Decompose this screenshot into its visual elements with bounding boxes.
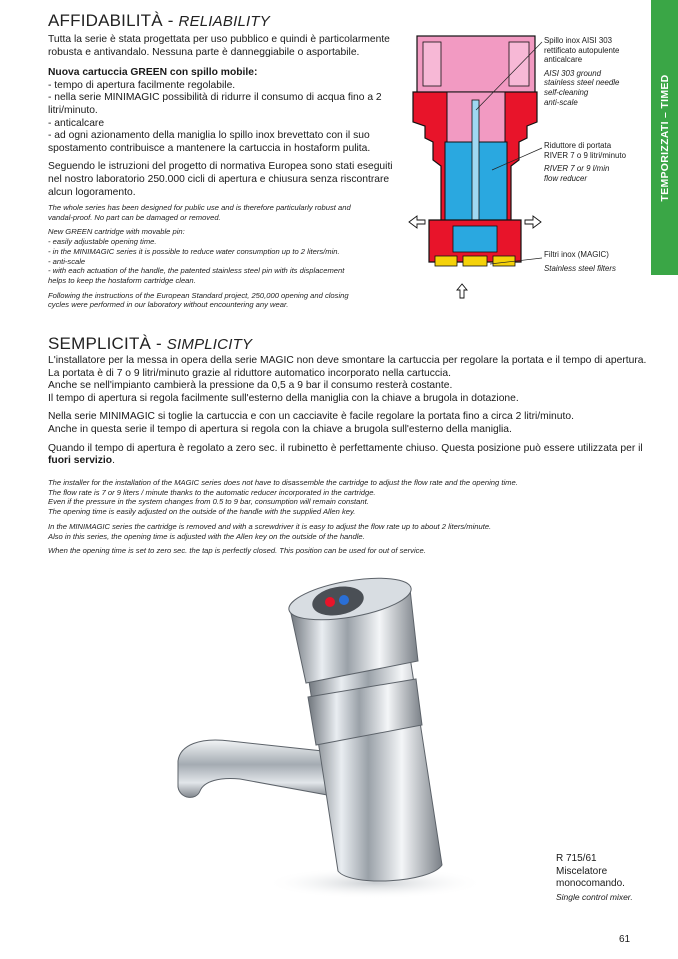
simplicity-title: SEMPLICITÀ - bbox=[48, 334, 167, 353]
simplicity-en-p3 bbox=[48, 546, 648, 556]
text-line: helps to keep the hostaform cartridge clean. bbox=[48, 275, 196, 285]
text-line: anti-scale bbox=[544, 97, 578, 107]
text-line: La portata è di 7 o 9 litri/minuto grazie al riduttore automatico incorporato nella cartuccia. bbox=[48, 367, 451, 379]
text-line: The installer for the installation of the MAGIC series does not have to disassemble the cartridge to adjust the flow rate and the opening time. bbox=[48, 478, 518, 487]
leader-line bbox=[490, 258, 542, 264]
text-line: robusta e antivandalo. Nessuna parte è danneggiabile o asportabile. bbox=[48, 46, 360, 58]
simplicity-heading bbox=[48, 334, 252, 354]
text-line: - tempo di apertura facilmente regolabile. bbox=[48, 79, 236, 91]
product-caption bbox=[556, 853, 656, 903]
text-line: Anche se nell'impianto cambierà la pressione da 0,5 a 9 bar il consumo resterà costante. bbox=[48, 380, 453, 392]
text-line: In the MINIMAGIC series the cartridge is removed and with a screwdriver it is easy to adjust the flow rate up to about 2 liters/minute. bbox=[48, 521, 492, 531]
text-line: vandal-proof. No part can be damaged or removed. bbox=[48, 212, 221, 222]
text-line: flow reducer bbox=[544, 173, 587, 183]
text-line: Quando il tempo di apertura è regolato a zero sec. il rubinetto è perfettamente chiuso. Questa posizione può essere utilizzata per il bbox=[48, 442, 643, 454]
text-line: Riduttore di portata bbox=[544, 141, 612, 150]
product-code: R 715/61 bbox=[556, 853, 597, 864]
text-line: Spillo inox AISI 303 bbox=[544, 36, 612, 45]
text-line: AISI 303 ground bbox=[544, 68, 602, 78]
simplicity-en-p2 bbox=[48, 522, 648, 541]
simplicity-p2 bbox=[48, 411, 648, 436]
text-line: spostamento contribuisce a mantenere la cartuccia in hostaform pulita. bbox=[48, 142, 371, 154]
text-line: Even if the pressure in the system changes from 0.5 to 9 bar, consumption will remain constant. bbox=[48, 497, 369, 507]
cartridge-heading: Nuova cartuccia GREEN con spillo mobile: bbox=[48, 67, 258, 79]
simplicity-p1 bbox=[48, 355, 648, 405]
text-line: - anti-scale bbox=[48, 256, 86, 266]
text-line: Following the instructions of the European Standard project, 250,000 opening and closing bbox=[48, 290, 349, 300]
text-line: stainless steel needle bbox=[544, 78, 620, 88]
reliability-en-p1 bbox=[48, 203, 398, 222]
text-line: Also in this series, the opening time is adjusted with the Allen key on the outside of the handle. bbox=[48, 531, 365, 541]
product-name: monocomando. bbox=[556, 878, 625, 889]
reliability-p2 bbox=[48, 67, 393, 155]
reliability-title: AFFIDABILITÀ - bbox=[48, 11, 179, 30]
page-number: 61 bbox=[619, 934, 631, 945]
reliability-body-en bbox=[48, 203, 398, 315]
text-line: - nella serie MINIMAGIC possibilità di ridurre il consumo di acqua fino a 2 bbox=[48, 92, 382, 104]
text-line: The whole series has been designed for public use and is therefore particularly robust and bbox=[48, 203, 351, 212]
simplicity-body-en bbox=[48, 478, 648, 561]
annotation-needle bbox=[544, 36, 644, 107]
annotation-filters bbox=[544, 250, 644, 273]
reliability-heading bbox=[48, 11, 270, 31]
text-line: litri/minuto. bbox=[48, 104, 98, 116]
reliability-p3 bbox=[48, 161, 393, 199]
text-line: RIVER 7 or 9 l/min bbox=[544, 164, 610, 174]
text-line: nel nostro laboratorio 250.000 cicli di apertura e chiusura senza riscontrare bbox=[48, 173, 390, 185]
reliability-p1 bbox=[48, 34, 393, 59]
text-line: L'installatore per la messa in opera della serie MAGIC non deve smontare la cartuccia per regolare la portata e il tempo di apertura. bbox=[48, 355, 647, 366]
product-name-en: Single control mixer. bbox=[556, 891, 633, 902]
text-line: When the opening time is set to zero sec. the tap is perfectly closed. This position can be used for out of service. bbox=[48, 546, 426, 556]
reliability-en-p2 bbox=[48, 227, 398, 285]
out-of-service-term: fuori servizio bbox=[48, 455, 113, 467]
simplicity-title-en: SIMPLICITY bbox=[166, 336, 253, 353]
text-line: New GREEN cartridge with movable pin: bbox=[48, 227, 185, 237]
reliability-body bbox=[48, 34, 393, 205]
text-line: Seguendo le istruzioni del progetto di normativa Europea sono stati eseguiti bbox=[48, 161, 393, 173]
inlet-arrow-icon bbox=[457, 284, 467, 298]
text-line: Il tempo di apertura si regola facilmente sull'esterno della maniglia con la chiave a brugola in dotazione. bbox=[48, 392, 519, 404]
text-line: - easily adjustable opening time. bbox=[48, 237, 157, 247]
text-line: Tutta la serie è stata progettata per uso pubblico e quindi è particolarmente bbox=[48, 34, 390, 45]
text-line: cycles were performed in our laboratory without encountering any wear. bbox=[48, 300, 289, 310]
text-line bbox=[48, 455, 648, 468]
text-line: RIVER 7 o 9 litri/minuto bbox=[544, 150, 627, 160]
text-line: self-cleaning bbox=[544, 87, 589, 97]
text-line: Nella serie MINIMAGIC si toglie la cartuccia e con un cacciavite è facile regolare la portata fino a circa 2 litri/minuto. bbox=[48, 411, 574, 423]
diagram-filter bbox=[435, 256, 457, 266]
text-line: - in the MINIMAGIC series it is possible to reduce water consumption up to 2 liters/min. bbox=[48, 246, 340, 256]
text-line: Filtri inox (MAGIC) bbox=[544, 250, 609, 259]
annotation-reducer bbox=[544, 141, 644, 183]
leader-line bbox=[476, 42, 542, 110]
simplicity-body bbox=[48, 355, 648, 474]
text-line: alcun logoramento. bbox=[48, 186, 136, 198]
section-side-tab bbox=[651, 0, 678, 275]
reliability-title-en: RELIABILITY bbox=[178, 13, 270, 30]
left-outlet-arrow-icon bbox=[409, 216, 425, 228]
reliability-en-p3 bbox=[48, 291, 398, 310]
diagram-cap-slot bbox=[423, 42, 441, 86]
text-line: rettificato autopulente bbox=[544, 45, 620, 55]
product-name: Miscelatore bbox=[556, 865, 608, 877]
faucet-product-image bbox=[160, 565, 500, 905]
sentence-end: . bbox=[112, 455, 115, 467]
text-line: The opening time is easily adjusted on the outside of the handle with the supplied Allen key. bbox=[48, 507, 356, 517]
text-line: Anche in questa serie il tempo di apertura si regola con la chiave a brugola sull'esterno della maniglia. bbox=[48, 423, 512, 435]
text-line: - anticalcare bbox=[48, 117, 105, 129]
text-line: Stainless steel filters bbox=[544, 263, 616, 273]
annotation-leaders bbox=[470, 30, 545, 280]
hot-indicator-icon bbox=[325, 597, 335, 607]
text-line: The flow rate is 7 or 9 liters / minute thanks to the automatic reducer incorporated in the cartridge. bbox=[48, 487, 376, 497]
simplicity-en-p1 bbox=[48, 478, 648, 517]
simplicity-p3 bbox=[48, 443, 648, 468]
text-line: - ad ogni azionamento della maniglia lo spillo inox brevettato con il suo bbox=[48, 130, 370, 142]
text-line: - with each actuation of the handle, the patented stainless steel pin with its displacement bbox=[48, 266, 345, 276]
text-line: anticalcare bbox=[544, 55, 583, 65]
leader-line bbox=[492, 148, 542, 170]
cold-indicator-icon bbox=[339, 595, 349, 605]
side-tab-label: TEMPORIZZATI – TIMED bbox=[658, 73, 671, 202]
